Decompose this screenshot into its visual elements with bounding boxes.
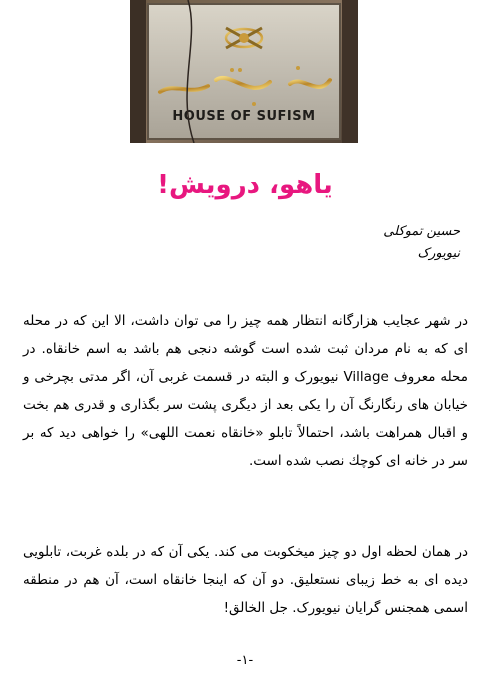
author-name: حسین تموکلی: [383, 224, 460, 239]
article-title: [0, 168, 490, 202]
sign-photo-graphic: [130, 0, 358, 143]
byline: [383, 221, 460, 265]
sign-photo: [130, 0, 358, 143]
paragraph: در همان لحظه اول دو چیز میخکوبت می کند. یکی آن که در بلده غربت، تابلویی دیده ای به خط زیبای نستعلیق. دو آن که اینجا خانقاه است، آن هم در منطقه اسمی همجنس گرایان نیویورک. جل الخالق!: [23, 544, 468, 616]
author-location: نیویورک: [417, 246, 460, 261]
page-number: -۱-: [236, 653, 254, 668]
article-title-text: یاهو، درویش!: [157, 170, 333, 200]
svg-text:HOUSE OF SUFISM: HOUSE OF SUFISM: [172, 109, 316, 124]
paragraph: در شهر عجایب هزارگانه انتظار همه چیز را می توان داشت، الا این که در محله ای که به نام مردان ثبت شده است گوشه دنجی هم باشد به اسم خانقاه. در محله معروف Village نیویورک و البته در قسمت غربی آن، اگر مدتی بچرخی و خیابان های رنگارنگ آن را یکی بعد از دیگری پشت سر بگذاری و قدری هم بخت و اقبال همراهت باشد، احتمالاً تابلو «خانقاه نعمت اللهی» را خواهی دید که بر سر در خانه ای کوچك نصب شده است.: [23, 313, 468, 469]
